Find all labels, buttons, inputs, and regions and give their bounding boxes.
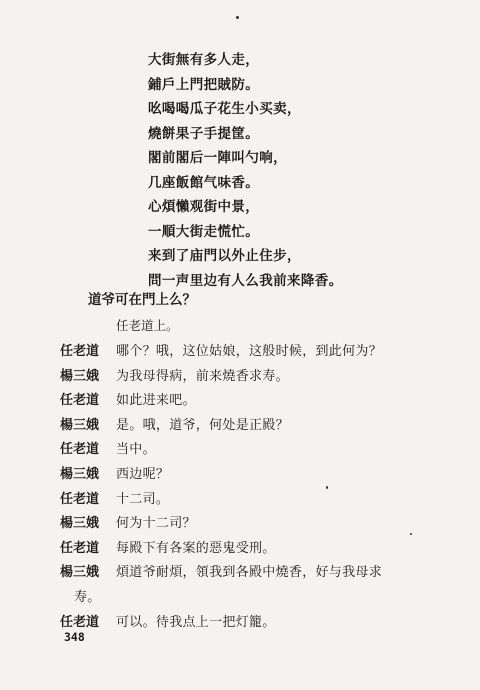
speaker-name: 任老道 — [60, 344, 100, 359]
speaker-name: 任老道 — [60, 393, 100, 409]
print-speck — [410, 533, 412, 535]
dialogue-text: 哪个？哦，这位姑娘，这般时候，到此何为？ — [116, 344, 383, 359]
speaker-name: 楊三娥 — [60, 516, 100, 532]
dialogue-text: 每殿下有各案的惡鬼受刑。 — [116, 540, 276, 556]
dialogue-text: 如此进来吧。 — [116, 393, 196, 409]
verse-block — [148, 48, 458, 293]
verse-line: 問一声里边有人么我前来降香。 — [148, 272, 343, 289]
verse-line: 心煩懶观街中景， — [148, 199, 260, 215]
dialogue-text: 是。哦，道爷，何处是正殿？ — [116, 417, 289, 433]
verse-line: 閣前閣后一陣叫勺响， — [148, 150, 287, 166]
verse-line: 几座飯館气味香。 — [148, 174, 260, 191]
dialogue-continuation: 寿。 — [74, 589, 101, 605]
verse-line: 燒餅果子手提筐。 — [148, 125, 260, 142]
verse-line: 鋪戶上門把賊防。 — [148, 76, 260, 93]
dialogue-row — [60, 512, 420, 537]
speaker-name: 任老道 — [60, 614, 100, 630]
dialogue-text: 煩道爷耐煩，領我到各殿中燒香，好与我母求 — [116, 565, 383, 581]
dialogue-row — [60, 611, 420, 636]
dialogue-text: 十二司。 — [116, 491, 170, 507]
stage-direction: 任老道上。 — [116, 318, 179, 333]
dialogue-text: 当中。 — [116, 442, 156, 458]
speaker-name: 任老道 — [60, 540, 100, 556]
dialogue-block — [60, 340, 420, 635]
speaker-name: 任老道 — [60, 442, 100, 458]
dialogue-text: 为我母得病，前来燒香求寿。 — [116, 368, 289, 384]
page-number: 348 — [64, 630, 85, 644]
speaker-name: 任老道 — [60, 491, 100, 507]
speaker-name: 楊三娥 — [60, 466, 100, 482]
dialogue-text: 西边呢？ — [116, 466, 170, 482]
dialogue-text: 何为十二司？ — [116, 516, 196, 532]
verse-line: 一順大街走慌忙。 — [148, 223, 260, 240]
dialogue-text: 可以。待我点上一把灯籠。 — [116, 614, 276, 630]
speaker-name: 楊三娥 — [60, 565, 100, 581]
dialogue-row — [60, 340, 420, 365]
dialogue-row — [60, 463, 420, 488]
dialogue-row — [60, 537, 420, 562]
dialogue-row — [60, 414, 420, 439]
sung-line: 道爷可在門上么？ — [88, 292, 196, 308]
dialogue-row — [60, 365, 420, 390]
dialogue-row — [60, 488, 420, 513]
speaker-name: 楊三娥 — [60, 417, 100, 433]
verse-line: 大街無有多人走， — [148, 52, 260, 68]
verse-line: 吆喝喝瓜子花生小买卖， — [148, 101, 301, 117]
verse-line: 来到了庙門以外止住步， — [148, 248, 301, 264]
speaker-name: 楊三娥 — [60, 368, 100, 384]
dialogue-row — [60, 389, 420, 414]
print-speck — [236, 16, 239, 19]
dialogue-row — [60, 561, 420, 586]
dialogue-row — [60, 438, 420, 463]
print-speck — [326, 486, 328, 489]
